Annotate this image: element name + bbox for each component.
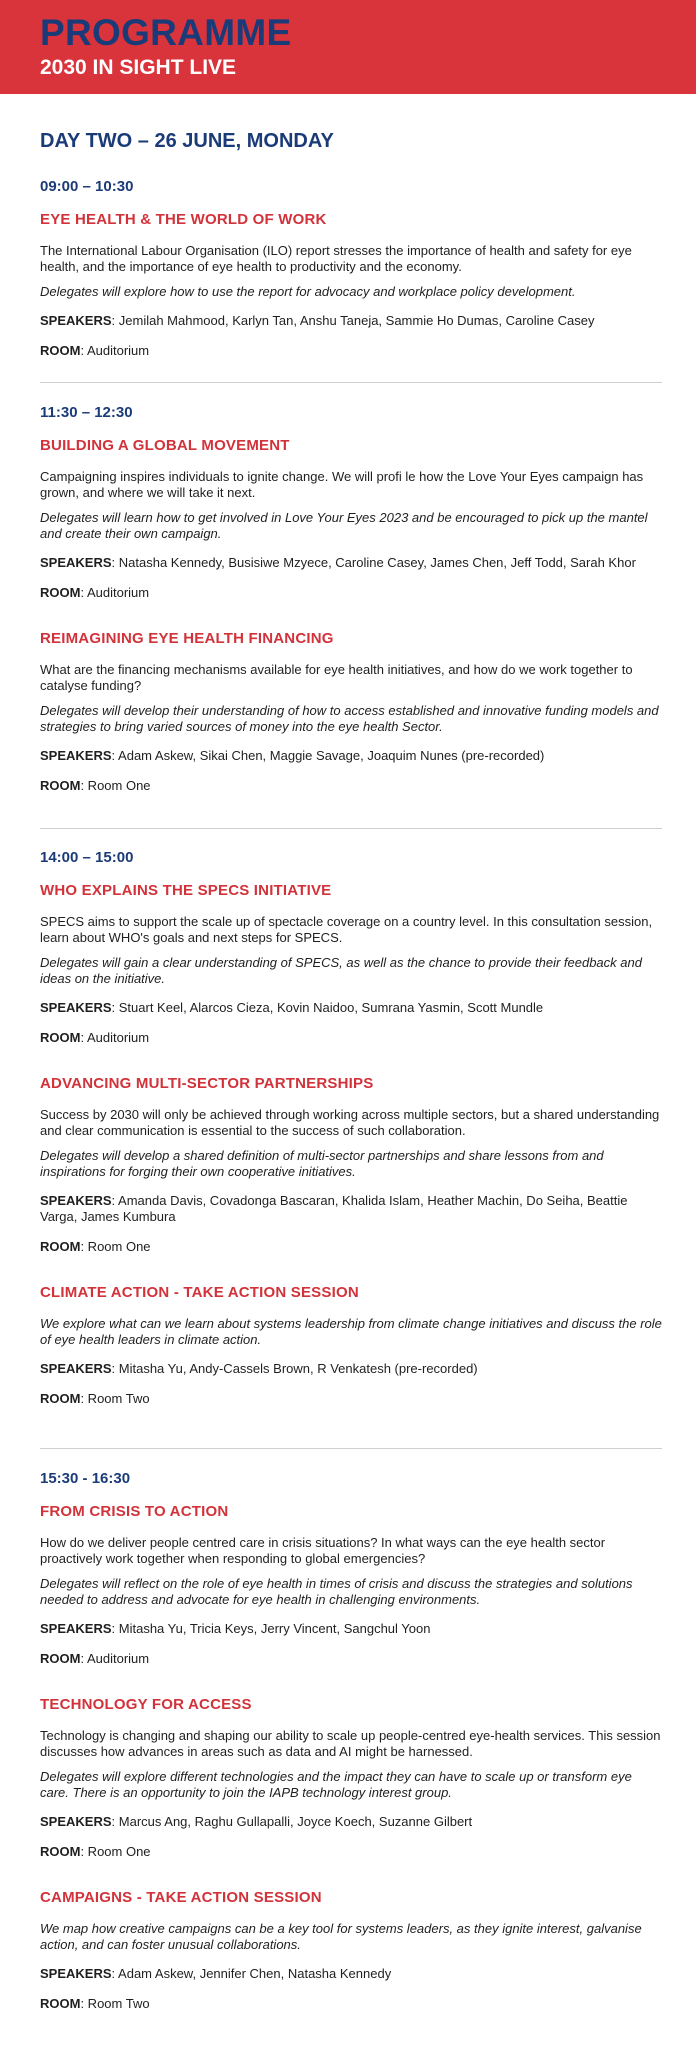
speakers-label: SPEAKERS [40,1814,112,1829]
session-description: Technology is changing and shaping our ability to scale up people-centred eye-health services. This session discusses how advances in areas such as data and AI might be harnessed. [40,1728,661,1759]
session-title: BUILDING A GLOBAL MOVEMENT [40,437,290,454]
speakers-label: SPEAKERS [40,1193,112,1208]
room-label: ROOM [40,585,81,600]
session-title: CAMPAIGNS - TAKE ACTION SESSION [40,1889,322,1906]
session-title: TECHNOLOGY FOR ACCESS [40,1696,252,1713]
speakers-list: : Natasha Kennedy, Busisiwe Mzyece, Caroline Casey, James Chen, Jeff Todd, Sarah Khor [111,555,636,570]
room-value: : Auditorium [80,1651,150,1666]
session-speakers [40,313,662,329]
slot-time: 09:00 – 10:30 [40,178,134,195]
session-note: Delegates will learn how to get involved in Love Your Eyes 2023 and be encouraged to pick up the mantel and create their own campaign. [40,510,648,541]
speakers-list: : Adam Askew, Sikai Chen, Maggie Savage, Joaquim Nunes (pre-recorded) [111,748,545,763]
session-room [40,1391,662,1407]
room-label: ROOM [40,1844,81,1859]
speakers-list: : Adam Askew, Jennifer Chen, Natasha Kennedy [111,1966,392,1981]
speakers-list: : Stuart Keel, Alarcos Cieza, Kovin Naidoo, Sumrana Yasmin, Scott Mundle [111,1000,544,1015]
slot-time: 11:30 – 12:30 [40,404,133,421]
speakers-label: SPEAKERS [40,1000,112,1015]
session-note: Delegates will explore different technologies and the impact they can have to scale up or transform eye care. There is an opportunity to join the IAPB technology interest group. [40,1769,632,1800]
session [40,1502,662,1667]
session-speakers [40,1361,662,1377]
session [40,629,662,794]
session-description: How do we deliver people centred care in crisis situations? In what ways can the eye health sector proactively work together when responding to global emergencies? [40,1535,606,1566]
room-label: ROOM [40,1391,81,1406]
session-room [40,1651,662,1667]
speakers-label: SPEAKERS [40,1361,112,1376]
room-label: ROOM [40,1651,81,1666]
session-room [40,778,662,794]
speakers-label: SPEAKERS [40,1966,112,1981]
session-speakers [40,555,662,571]
room-value: : Auditorium [80,1030,150,1045]
speakers-label: SPEAKERS [40,555,112,570]
room-value: : Room One [80,778,151,793]
session [40,1888,662,2012]
room-label: ROOM [40,778,81,793]
session [40,1283,662,1407]
divider [40,828,662,829]
session-speakers [40,1621,662,1637]
slot-time: 15:30 - 16:30 [40,1470,131,1487]
session-description: Success by 2030 will only be achieved through working across multiple sectors, but a shared understanding and clear communication is essential to the success of such collaboration. [40,1107,660,1138]
session-room [40,343,662,359]
session-description: The International Labour Organisation (ILO) report stresses the importance of health and safety for eye health, and the importance of eye health to productivity and the economy. [40,243,632,274]
divider [40,1448,662,1449]
session-title: EYE HEALTH & THE WORLD OF WORK [40,211,327,228]
speakers-list: : Mitasha Yu, Tricia Keys, Jerry Vincent, Sangchul Yoon [111,1621,431,1636]
session-speakers [40,748,662,764]
time-slot [40,177,662,359]
session-speakers [40,1966,662,1982]
time-slot [40,1469,662,2012]
speakers-label: SPEAKERS [40,313,112,328]
session [40,210,662,359]
time-slot [40,403,662,794]
session-speakers [40,1193,662,1225]
divider [40,382,662,383]
speakers-label: SPEAKERS [40,1621,112,1636]
session-title: WHO EXPLAINS THE SPECS INITIATIVE [40,882,332,899]
day-title: DAY TWO – 26 JUNE, MONDAY [40,130,334,152]
session-note: We map how creative campaigns can be a key tool for systems leaders, as they ignite interest, galvanise action, and can foster unusual collaborations. [40,1921,642,1952]
session-title: ADVANCING MULTI-SECTOR PARTNERSHIPS [40,1075,374,1092]
programme-title: PROGRAMME [40,12,292,53]
room-label: ROOM [40,1239,81,1254]
session-note: Delegates will gain a clear understanding of SPECS, as well as the chance to provide their feedback and ideas on the initiative. [40,955,642,986]
session-note: We explore what can we learn about systems leadership from climate change initiatives and discuss the role of eye health leaders in climate action. [40,1316,662,1347]
time-slot [40,848,662,1407]
session-room [40,585,662,601]
slot-time: 14:00 – 15:00 [40,849,134,866]
speakers-list: : Amanda Davis, Covadonga Bascaran, Khalida Islam, Heather Machin, Do Seiha, Beattie Varga, James Kumbura [40,1193,628,1224]
session [40,881,662,1046]
session-description: What are the financing mechanisms available for eye health initiatives, and how do we work together to catalyse funding? [40,662,633,693]
session-speakers [40,1814,662,1830]
session-note: Delegates will develop a shared definition of multi-sector partnerships and share lessons from and inspirations for forging their own cooperative initiatives. [40,1148,604,1179]
room-label: ROOM [40,1030,81,1045]
session-room [40,1030,662,1046]
room-label: ROOM [40,343,81,358]
session [40,1074,662,1255]
session-title: CLIMATE ACTION - TAKE ACTION SESSION [40,1284,359,1301]
session-room [40,1844,662,1860]
session-note: Delegates will develop their understanding of how to access established and innovative funding models and strategies to bring varied sources of money into the eye health Sector. [40,703,659,734]
session-title: REIMAGINING EYE HEALTH FINANCING [40,630,334,647]
speakers-list: : Jemilah Mahmood, Karlyn Tan, Anshu Taneja, Sammie Ho Dumas, Caroline Casey [111,313,595,328]
session [40,1695,662,1860]
session-room [40,1996,662,2012]
room-value: : Room One [80,1239,151,1254]
session-title: FROM CRISIS TO ACTION [40,1503,229,1520]
session-description: Campaigning inspires individuals to ignite change. We will profi le how the Love Your Eyes campaign has grown, and where we will take it next. [40,469,644,500]
room-value: : Auditorium [80,343,150,358]
room-value: : Room Two [80,1391,150,1406]
session-description: SPECS aims to support the scale up of spectacle coverage on a country level. In this consultation session, learn about WHO's goals and next steps for SPECS. [40,914,653,945]
session [40,436,662,601]
room-value: : Auditorium [80,585,150,600]
session-note: Delegates will reflect on the role of eye health in times of crisis and discuss the strategies and solutions needed to address and advocate for eye health in challenging environments. [40,1576,633,1607]
room-label: ROOM [40,1996,81,2011]
speakers-list: : Marcus Ang, Raghu Gullapalli, Joyce Koech, Suzanne Gilbert [111,1814,473,1829]
event-subtitle: 2030 IN SIGHT LIVE [40,56,237,79]
speakers-label: SPEAKERS [40,748,112,763]
room-value: : Room Two [80,1996,150,2011]
speakers-list: : Mitasha Yu, Andy-Cassels Brown, R Venkatesh (pre-recorded) [111,1361,478,1376]
session-note: Delegates will explore how to use the report for advocacy and workplace policy development. [40,284,576,299]
session-speakers [40,1000,662,1016]
room-value: : Room One [80,1844,151,1859]
page-header [0,0,696,94]
session-room [40,1239,662,1255]
